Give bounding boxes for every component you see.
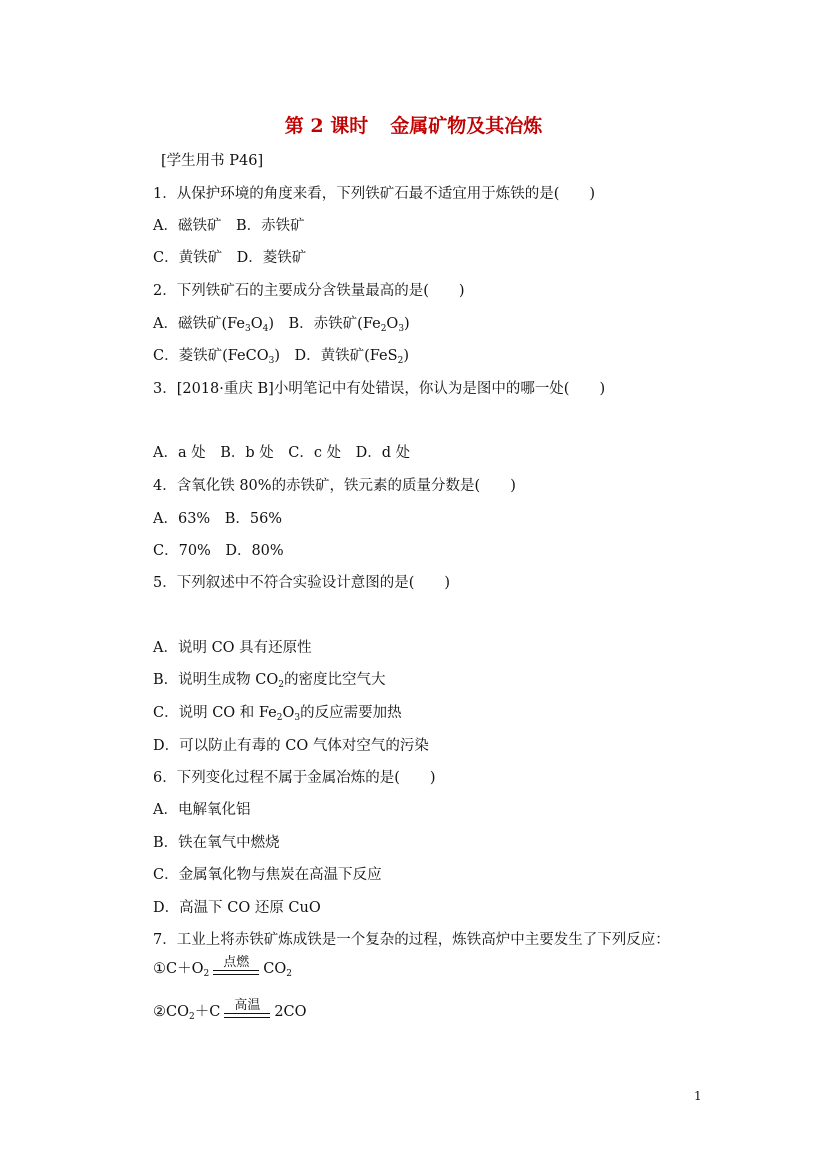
reaction-condition: 高温 bbox=[234, 998, 261, 1013]
q5-option-b: B．说明生成物 $CO_2$的密度比空气大 bbox=[153, 672, 386, 690]
reaction-condition: 点燃 bbox=[223, 955, 250, 970]
q6-option-b: B．铁在氧气中燃烧 bbox=[153, 835, 280, 851]
q4-options-ab: A．63% B．56% bbox=[153, 511, 283, 527]
q6-option-a: A．电解氧化铝 bbox=[153, 802, 251, 818]
lesson-number: 第 2 课时 bbox=[284, 115, 369, 137]
page-title bbox=[0, 111, 827, 138]
q6-option-d: D．高温下 CO 还原 CuO bbox=[153, 900, 321, 916]
q1-options-cd: C．黄铁矿 D．菱铁矿 bbox=[153, 250, 307, 266]
book-reference-tag: [学生用书 P46] bbox=[161, 153, 264, 169]
question-3: 3．[2018·重庆 B]小明笔记中有处错误，你认为是图中的哪一处( ) bbox=[153, 381, 606, 397]
question-4: 4．含氧化铁 80%的赤铁矿，铁元素的质量分数是( ) bbox=[153, 478, 516, 494]
q4-options-cd: C．70% D．80% bbox=[153, 543, 284, 559]
question-1: 1．从保护环境的角度来看，下列铁矿石最不适宜用于炼铁的是( ) bbox=[153, 186, 596, 202]
question-2: 2．下列铁矿石的主要成分含铁量最高的是( ) bbox=[153, 283, 465, 299]
equals-sign-icon bbox=[224, 1013, 270, 1018]
equals-sign-icon bbox=[213, 970, 259, 975]
q3-options: A．a 处 B．b 处 C．c 处 D．d 处 bbox=[153, 445, 411, 461]
q5-option-c: C．说明 CO 和 $Fe_2O_3$的反应需要加热 bbox=[153, 705, 402, 723]
question-6: 6．下列变化过程不属于金属冶炼的是( ) bbox=[153, 770, 436, 786]
q1-options-ab: A．磁铁矿 B．赤铁矿 bbox=[153, 218, 305, 234]
equation-2: $②CO_2+C$ 高温 2CO bbox=[153, 998, 307, 1022]
question-7: 7．工业上将赤铁矿炼成铁是一个复杂的过程，炼铁高炉中主要发生了下列反应： bbox=[153, 932, 670, 948]
q5-option-a: A．说明 CO 具有还原性 bbox=[153, 640, 312, 656]
q2-options-cd: C．菱铁矿(FeCO$_3$) D．黄铁矿(FeS$_2$) bbox=[153, 348, 409, 366]
lesson-topic: 金属矿物及其冶炼 bbox=[390, 115, 543, 137]
q5-option-d: D．可以防止有毒的 CO 气体对空气的污染 bbox=[153, 738, 429, 754]
equation-1: $①C+O_2$ 点燃 $CO_2$ bbox=[153, 955, 292, 979]
q2-options-ab: A．磁铁矿$(Fe_3O_4)$ B．赤铁矿$(Fe_2O_3)$ bbox=[153, 316, 410, 334]
question-5: 5．下列叙述中不符合实验设计意图的是( ) bbox=[153, 575, 451, 591]
q6-option-c: C．金属氧化物与焦炭在高温下反应 bbox=[153, 867, 382, 883]
page-number: 1 bbox=[694, 1089, 702, 1103]
